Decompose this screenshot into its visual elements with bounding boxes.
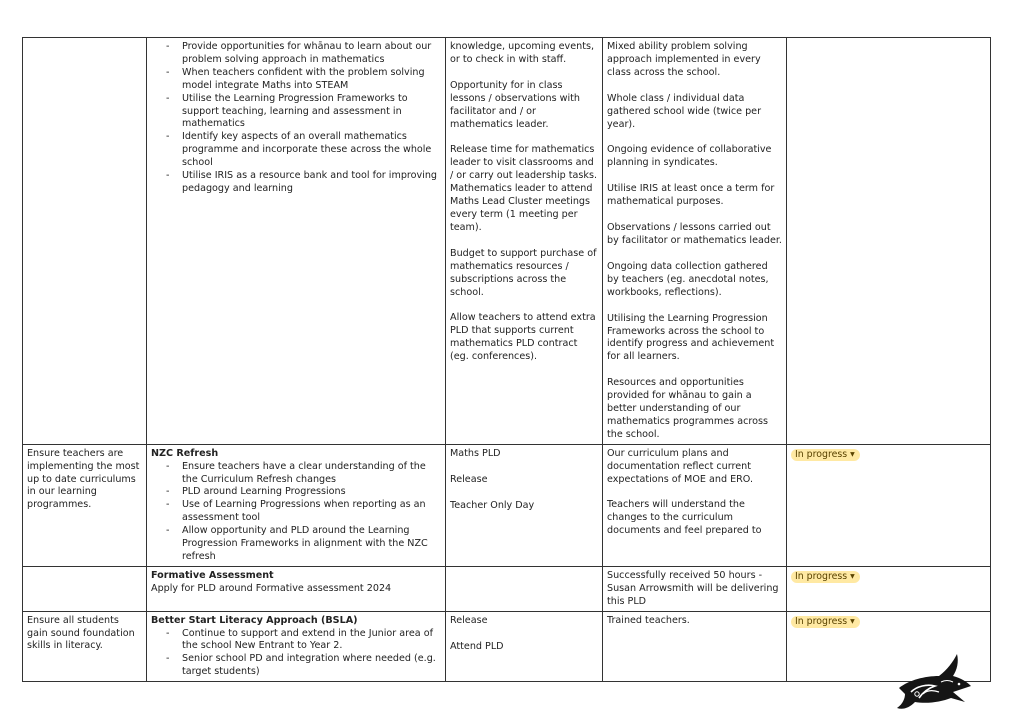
spacer (450, 67, 598, 80)
evidence-text: Our curriculum plans and documentation reflect current expectations of MOE and ERO. (607, 447, 754, 485)
status-cell (787, 566, 991, 611)
resource-text: Teacher Only Day (450, 499, 535, 511)
spacer (607, 248, 782, 261)
actions-cell (147, 566, 446, 611)
evidence-cell (603, 444, 787, 566)
status-dropdown[interactable] (791, 571, 860, 583)
spacer (607, 131, 782, 144)
evidence-text: Trained teachers. (607, 614, 690, 626)
goal-cell (23, 444, 147, 566)
goal-text: Ensure teachers are implementing the most up to date curriculums in our learning programmes. (27, 447, 140, 511)
action-line: Apply for PLD around Formative assessment 2024 (151, 582, 392, 594)
resource-text: Release (450, 473, 488, 485)
action-plan-table (22, 37, 991, 682)
status-label: In progress (795, 448, 848, 460)
evidence-text: Teachers will understand the changes to the curriculum documents and feel prepared to (607, 499, 762, 537)
spacer (450, 235, 598, 248)
table-row (23, 38, 991, 445)
evidence-cell (603, 611, 787, 682)
list-item: - Provide opportunities for whānau to learn about our problem solving approach in mathematics (182, 41, 441, 67)
evidence-text: Successfully received 50 hours - Susan Arrowsmith will be delivering this PLD (607, 569, 779, 607)
status-cell (787, 38, 991, 445)
action-heading: Formative Assessment (151, 569, 274, 581)
list-item: - Use of Learning Progressions when reporting as an assessment tool (182, 499, 441, 525)
evidence-cell (603, 566, 787, 611)
action-heading: Better Start Literacy Approach (BSLA) (151, 614, 358, 626)
action-list (151, 461, 441, 564)
shark-tattoo-logo-icon (895, 652, 975, 710)
spacer (450, 628, 598, 641)
resources-cell (446, 38, 603, 445)
goal-cell (23, 566, 147, 611)
list-item: - Utilise the Learning Progression Frameworks to support teaching, learning and assessment in mathematics (182, 93, 441, 132)
list-item: - Utilise IRIS as a resource bank and tool for improving pedagogy and learning (182, 170, 441, 196)
spacer (450, 131, 598, 144)
list-item: - Senior school PD and integration where needed (e.g. target students) (182, 653, 441, 679)
status-dropdown[interactable] (791, 449, 860, 461)
spacer (450, 461, 598, 474)
spacer (450, 299, 598, 312)
resource-text: knowledge, upcoming events, or to check in with staff. (450, 41, 595, 65)
list-item: - Ensure teachers have a clear understanding of the the Curriculum Refresh changes (182, 461, 441, 487)
goal-cell (23, 38, 147, 445)
resource-text: Opportunity for in class lessons / observations with facilitator and / or mathematics leader. (450, 79, 580, 130)
evidence-text: Utilise IRIS at least once a term for mathematical purposes. (607, 183, 775, 208)
evidence-text: Utilising the Learning Progression Frameworks across the school to identify progress and achievement for all learners. (607, 312, 775, 363)
actions-cell (147, 444, 446, 566)
resource-text: Attend PLD (450, 640, 504, 652)
spacer (450, 487, 598, 500)
list-item: - Identify key aspects of an overall mathematics programme and incorporate these across the whole school (182, 131, 441, 170)
chevron-down-icon: ▼ (850, 572, 855, 580)
evidence-text: Ongoing evidence of collaborative planning in syndicates. (607, 144, 772, 169)
spacer (607, 486, 782, 499)
spacer (607, 209, 782, 222)
resource-text: Maths PLD (450, 447, 501, 459)
resource-text: Release (450, 614, 488, 626)
resource-text: Allow teachers to attend extra PLD that supports current mathematics PLD contract (eg. conferences). (450, 312, 596, 363)
action-list (151, 628, 441, 680)
action-list (151, 41, 441, 196)
spacer (607, 364, 782, 377)
resources-cell (446, 611, 603, 682)
status-dropdown[interactable] (791, 616, 860, 628)
evidence-text: Mixed ability problem solving approach implemented in every class across the school. (607, 41, 761, 78)
table-row (23, 566, 991, 611)
resource-text: Release time for mathematics leader to visit classrooms and / or carry out leadership tasks. Mathematics leader to attend Maths Lead Cluster meetings every term (1 meeting per team). (450, 144, 598, 233)
list-item: - Continue to support and extend in the Junior area of the school New Entrant to Year 2. (182, 628, 441, 654)
evidence-text: Whole class / individual data gathered school wide (twice per year). (607, 92, 762, 130)
evidence-text: Ongoing data collection gathered by teachers (eg. anecdotal notes, workbooks, reflections). (607, 260, 769, 298)
goal-cell (23, 611, 147, 682)
action-heading: NZC Refresh (151, 447, 219, 459)
spacer (607, 170, 782, 183)
actions-cell (147, 38, 446, 445)
chevron-down-icon: ▼ (850, 617, 855, 625)
status-label: In progress (795, 615, 848, 627)
table-row (23, 611, 991, 682)
resource-text: Budget to support purchase of mathematics resources / subscriptions across the school. (450, 247, 597, 298)
resources-cell (446, 444, 603, 566)
table-row (23, 444, 991, 566)
status-label: In progress (795, 570, 848, 582)
evidence-text: Resources and opportunities provided for whānau to gain a better understanding of our mathematics programmes across the school. (607, 377, 768, 440)
spacer (607, 300, 782, 313)
actions-cell (147, 611, 446, 682)
evidence-text: Observations / lessons carried out by facilitator or mathematics leader. (607, 222, 782, 246)
resources-cell (446, 566, 603, 611)
status-cell (787, 444, 991, 566)
evidence-cell (603, 38, 787, 445)
list-item: - When teachers confident with the problem solving model integrate Maths into STEAM (182, 67, 441, 93)
list-item: - PLD around Learning Progressions (182, 486, 441, 499)
chevron-down-icon: ▼ (850, 450, 855, 458)
goal-text: Ensure all students gain sound foundation skills in literacy. (27, 614, 135, 652)
spacer (607, 80, 782, 93)
list-item: - Allow opportunity and PLD around the Learning Progression Frameworks in alignment with the NZC refresh (182, 525, 441, 564)
